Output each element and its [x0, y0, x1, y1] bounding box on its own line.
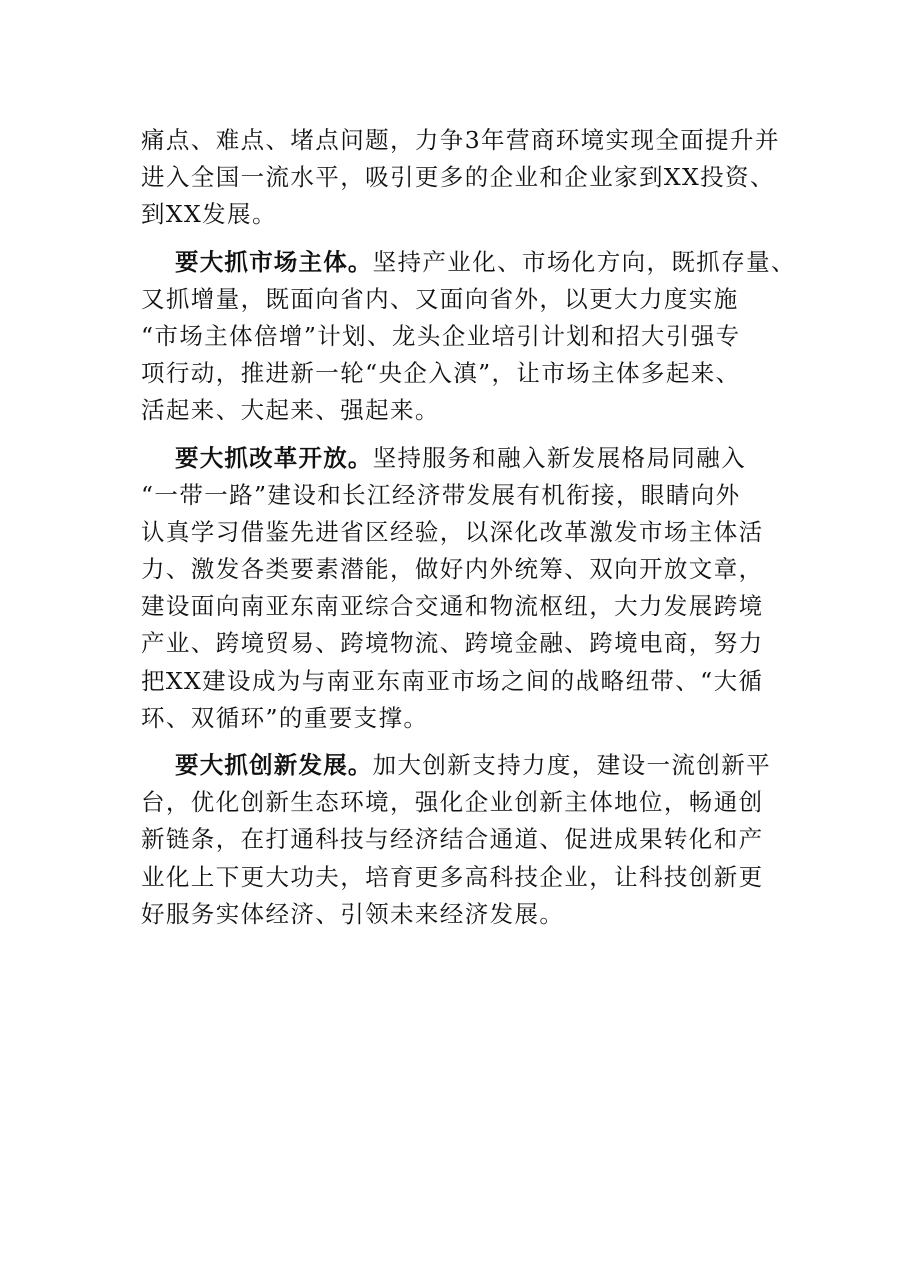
text-line: 项行动，推进新一轮“央企入滇”，让市场主体多起来、 [141, 359, 741, 388]
text-line [141, 244, 796, 281]
text-line: “一带一路”建设和长江经济带发展有机衔接，眼睛向外 [141, 480, 741, 509]
paragraph-innovation [141, 747, 791, 933]
text-line: 产业、跨境贸易、跨境物流、跨境金融、跨境电商，努力 [141, 629, 764, 658]
text-line: 到XX发展。 [141, 200, 277, 229]
paragraph-business-environment [141, 122, 791, 234]
text-line [141, 747, 791, 784]
paragraph-market-entities [141, 244, 796, 430]
text-line [141, 440, 791, 477]
text-run: 坚持产业化、市场化方向，既抓存量、 [372, 247, 796, 276]
text-run: 坚持服务和融入新发展格局同融入 [372, 443, 747, 472]
text-line: 痛点、难点、堵点问题，力争3年营商环境实现全面提升并 [141, 126, 780, 154]
paragraph-lead-heading: 要大抓创新发展。 [175, 751, 373, 779]
paragraph-lead-heading: 要大抓改革开放。 [175, 443, 373, 472]
text-line: 新链条，在打通科技与经济结合通道、促进成果转化和产 [141, 825, 764, 854]
text-line: 台，优化创新生态环境，强化企业创新主体地位，畅通创 [141, 788, 764, 817]
paragraph-reform-opening [141, 440, 791, 738]
text-line: “市场主体倍增”计划、龙头企业培引计划和招大引强专 [141, 321, 741, 350]
text-line: 力、激发各类要素潜能，做好内外统筹、双向开放文章， [141, 555, 764, 584]
paragraph-lead-heading: 要大抓市场主体。 [175, 247, 373, 276]
text-line: 把XX建设成为与南亚东南亚市场之间的战略纽带、“大循 [141, 666, 764, 695]
document-body [141, 122, 796, 933]
text-line: 活起来、大起来、强起来。 [141, 396, 440, 425]
text-line: 建设面向南亚东南亚综合交通和物流枢纽，大力发展跨境 [141, 592, 764, 621]
text-line: 认真学习借鉴先进省区经验，以深化改革激发市场主体活 [141, 517, 764, 546]
text-line: 好服务实体经济、引领未来经济发展。 [141, 899, 565, 928]
text-line: 业化上下更大功夫，培育更多高科技企业，让科技创新更 [141, 862, 764, 891]
text-run: 加大创新支持力度，建设一流创新平 [372, 751, 772, 779]
text-line: 环、双循环”的重要支撑。 [141, 703, 429, 732]
text-line: 又抓增量，既面向省内、又面向省外，以更大力度实施 [141, 284, 739, 313]
text-line: 进入全国一流水平，吸引更多的企业和企业家到XX投资、 [141, 163, 775, 192]
